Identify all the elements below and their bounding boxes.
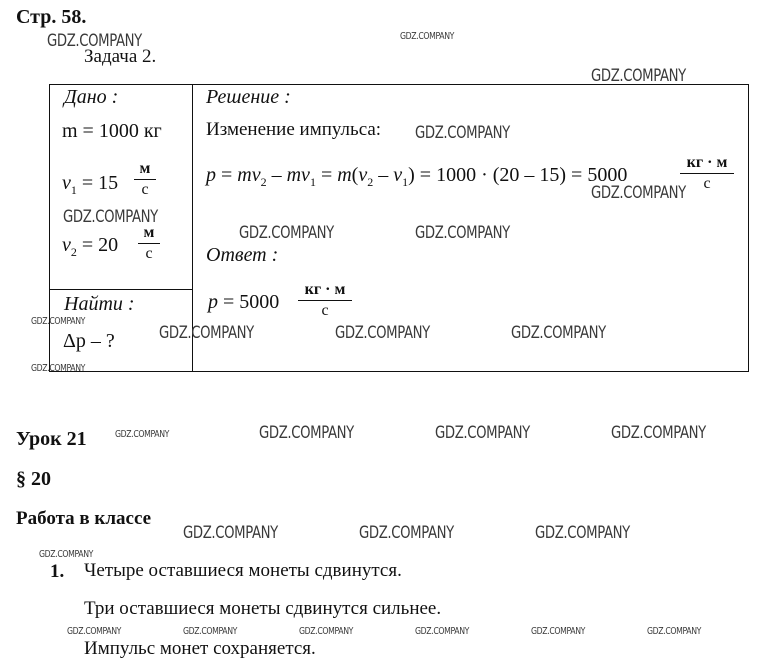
lesson-subtitle: Работа в классе [16,508,152,529]
answer-value: p = 5000 [208,291,280,313]
watermark: GDZ.COMPANY [31,316,86,327]
watermark: GDZ.COMPANY [47,31,142,51]
watermark: GDZ.COMPANY [115,429,170,440]
solution-formula: $p = mv_2 - mv_1 = m(v_2 - v_1) = 1000 \cdot (20 - 15) = 5000$ [206,164,628,189]
given-v2-unit: м с [138,224,160,263]
watermark: GDZ.COMPANY [415,123,510,143]
watermark: GDZ.COMPANY [183,626,238,637]
given-v1-unit: м с [134,160,156,199]
task-title: Задача 2. [84,46,157,67]
find-target: Δp – ? [63,330,115,352]
watermark: GDZ.COMPANY [335,323,430,343]
watermark: GDZ.COMPANY [259,423,354,443]
watermark: GDZ.COMPANY [591,183,686,203]
watermark: GDZ.COMPANY [511,323,606,343]
watermark: GDZ.COMPANY [299,626,354,637]
watermark: GDZ.COMPANY [31,363,86,374]
solution-label: Решение : [206,86,291,108]
watermark: GDZ.COMPANY [400,31,455,42]
watermark: GDZ.COMPANY [359,523,454,543]
watermark: GDZ.COMPANY [591,66,686,86]
answer-line-1: Четыре оставшиеся монеты сдвинутся. [84,560,402,581]
watermark: GDZ.COMPANY [159,323,254,343]
given-mass: m = 1000 кг [62,120,162,142]
answer-unit: кг · м с [298,281,352,320]
answer-label: Ответ : [206,244,279,266]
find-label: Найти : [64,293,135,315]
watermark: GDZ.COMPANY [63,207,158,227]
given-v1: $v_1 = 15$ [62,172,119,197]
watermark: GDZ.COMPANY [435,423,530,443]
watermark: GDZ.COMPANY [611,423,706,443]
section-number: § 20 [16,468,51,490]
watermark: GDZ.COMPANY [67,626,122,637]
page-reference: Стр. 58. [16,6,87,28]
answer-line-2: Три оставшиеся монеты сдвинутся сильнее. [84,598,442,619]
watermark: GDZ.COMPANY [39,549,94,560]
solution-unit: кг · м с [680,154,734,193]
given-v2: $v_2 = 20$ [62,234,119,259]
item-number: 1. [50,561,65,582]
answer-line-3: Импульс монет сохраняется. [84,638,316,659]
watermark: GDZ.COMPANY [647,626,702,637]
solution-intro: Изменение импульса: [206,119,382,140]
watermark: GDZ.COMPANY [415,626,470,637]
lesson-title: Урок 21 [16,428,87,450]
watermark: GDZ.COMPANY [239,223,334,243]
given-label: Дано : [64,86,119,108]
watermark: GDZ.COMPANY [531,626,586,637]
watermark: GDZ.COMPANY [535,523,630,543]
watermark: GDZ.COMPANY [415,223,510,243]
watermark: GDZ.COMPANY [183,523,278,543]
